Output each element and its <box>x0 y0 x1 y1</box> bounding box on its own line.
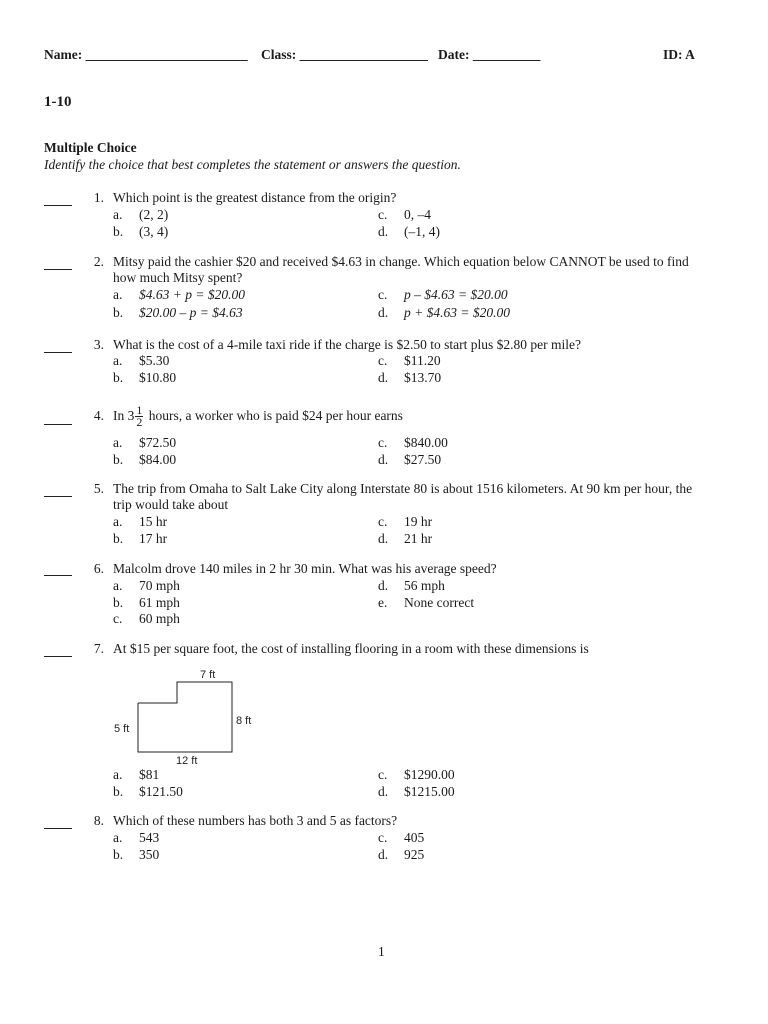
option-a: a. 70 mph <box>113 578 180 593</box>
dimension-right: 8 ft <box>236 715 252 727</box>
answer-blank[interactable] <box>44 496 72 497</box>
option-c: c. p – $4.63 = $20.00 <box>378 287 508 302</box>
option-a: a. $5.30 <box>113 353 170 368</box>
question-number: 7. <box>93 641 104 656</box>
answer-blank[interactable] <box>44 828 72 829</box>
question-number: 3. <box>93 337 104 352</box>
name-field: Name: ________________________ <box>44 47 248 62</box>
question-number: 2. <box>93 254 104 269</box>
answer-blank[interactable] <box>44 575 72 576</box>
question-text: The trip from Omaha to Salt Lake City along Interstate 80 is about 1516 kilometers. At 90 km per hour, the trip would take about <box>113 481 693 512</box>
room-outline <box>138 682 232 752</box>
answer-blank[interactable] <box>44 656 72 657</box>
option-d: d. 21 hr <box>378 531 433 546</box>
option-c: c. $840.00 <box>378 435 448 450</box>
page-number: 1 <box>378 944 385 959</box>
dimension-left: 5 ft <box>114 723 130 735</box>
question-text: Which point is the greatest distance from the origin? <box>113 190 397 205</box>
page-title: 1-10 <box>44 94 72 110</box>
section-instructions: Identify the choice that best completes the statement or answers the question. <box>44 157 461 172</box>
option-d: d. 925 <box>378 847 425 862</box>
option-c: c. 405 <box>378 830 425 845</box>
option-b: b. 350 <box>113 847 160 862</box>
option-c: c. $1290.00 <box>378 767 455 782</box>
answer-blank[interactable] <box>44 352 72 353</box>
option-b: b. (3, 4) <box>113 224 169 239</box>
dimension-top: 7 ft <box>200 669 216 681</box>
option-d: d. (–1, 4) <box>378 224 440 239</box>
option-a: a. 543 <box>113 830 160 845</box>
question-text: In 3 $\frac{1}{2}$ hours, a worker who is paid $24 per hour earns <box>113 403 403 430</box>
option-b: b. 17 hr <box>113 531 168 546</box>
question-number: 4. <box>93 408 104 423</box>
option-a: a. $4.63 + p = $20.00 <box>113 287 245 302</box>
question-number: 6. <box>93 561 104 576</box>
class-field: Class: ___________________ <box>261 47 428 62</box>
option-e: e. None correct <box>378 595 475 610</box>
option-b: b. $84.00 <box>113 452 177 467</box>
answer-blank[interactable] <box>44 205 72 206</box>
option-a: a. 15 hr <box>113 514 168 529</box>
id-label: ID: A <box>663 47 695 62</box>
option-a: a. $81 <box>113 767 160 782</box>
question-text: Mitsy paid the cashier $20 and received $4.63 in change. Which equation below CANNOT be used to find how much Mitsy spent? <box>113 254 689 285</box>
option-b: b. $10.80 <box>113 370 177 385</box>
option-c: c. 19 hr <box>378 514 433 529</box>
option-d: d. 56 mph <box>378 578 445 593</box>
option-c: c. 60 mph <box>113 611 180 626</box>
option-d: d. $13.70 <box>378 370 442 385</box>
option-b: b. $121.50 <box>113 784 183 799</box>
date-field: Date: __________ <box>438 47 541 62</box>
question-text: At $15 per square foot, the cost of installing flooring in a room with these dimensions is <box>113 641 589 656</box>
answer-blank[interactable] <box>44 424 72 425</box>
option-b: b. 61 mph <box>113 595 180 610</box>
section-heading: Multiple Choice <box>44 140 137 155</box>
option-b: b. $20.00 – p = $4.63 <box>113 305 243 320</box>
option-a: a. (2, 2) <box>113 207 169 222</box>
option-d: d. p + $4.63 = $20.00 <box>378 305 510 320</box>
option-d: d. $1215.00 <box>378 784 455 799</box>
question-text: What is the cost of a 4-mile taxi ride if the charge is $2.50 to start plus $2.80 per mile? <box>113 337 582 352</box>
question-text: Malcolm drove 140 miles in 2 hr 30 min. What was his average speed? <box>113 561 497 576</box>
question-number: 1. <box>93 190 104 205</box>
option-c: c. 0, –4 <box>378 207 431 222</box>
dimension-bottom: 12 ft <box>176 755 198 767</box>
option-a: a. $72.50 <box>113 435 177 450</box>
question-text: Which of these numbers has both 3 and 5 as factors? <box>113 813 398 828</box>
option-c: c. $11.20 <box>378 353 441 368</box>
question-number: 5. <box>93 481 104 496</box>
option-d: d. $27.50 <box>378 452 442 467</box>
fraction-one-half: $\frac{1}{2}$ <box>136 403 143 430</box>
answer-blank[interactable] <box>44 269 72 270</box>
question-number: 8. <box>93 813 104 828</box>
room-floor-plan <box>110 664 260 768</box>
